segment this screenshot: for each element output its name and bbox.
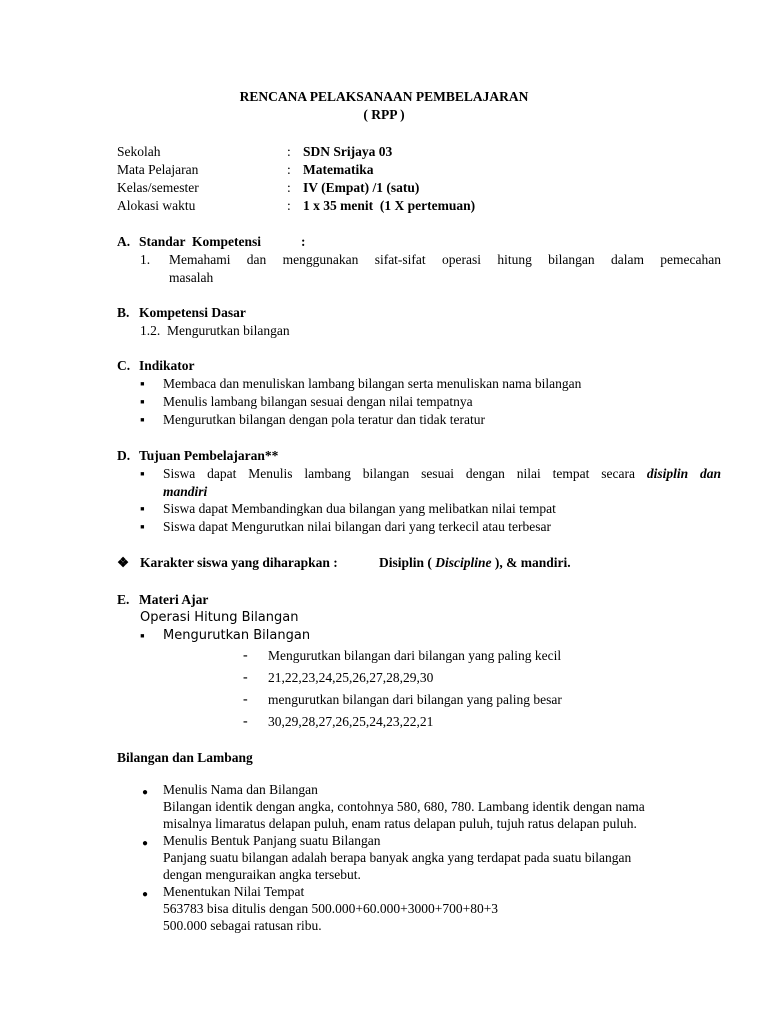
diamond-bullet-icon: ❖ [117,555,130,570]
dash-bullet-icon: - [243,648,248,663]
materi-line: mengurutkan bilangan dari bilangan yang paling besar [268,692,562,707]
section-c-heading [117,357,195,375]
square-bullet-icon: ▪ [140,501,145,516]
section-d-heading [117,447,278,465]
document-subtitle: ( RPP ) [363,107,405,122]
info-row-sekolah [117,143,475,161]
info-colon: : [287,162,291,177]
dot-bullet-icon: ● [142,787,149,798]
list-number: 1. [140,252,151,267]
standar-kompetensi-text-cont: masalah [169,270,214,285]
document-title: RENCANA PELAKSANAAN PEMBELAJARAN [239,89,529,104]
bilangan-item-line: Panjang suatu bilangan adalah berapa banyak angka yang terdapat pada suatu bilangan [163,850,632,865]
list-item: Menulis lambang bilangan sesuai dengan nilai tempatnya [163,394,473,409]
info-label: Alokasi waktu [117,198,196,213]
section-b-heading [117,304,246,322]
bilangan-item-head: Menentukan Nilai Tempat [163,884,305,899]
section-a-heading [117,233,261,251]
section-letter: A. [117,234,131,249]
section-title: Indikator [139,358,195,373]
bilangan-item-line: Bilangan identik dengan angka, contohnya 580, 680, 780. Lambang identik dengan nama [163,799,645,814]
list-item: Siswa dapat Membandingkan dua bilangan yang melibatkan nilai tempat [163,501,556,516]
dash-bullet-icon: - [243,714,248,729]
bilangan-item-line: dengan menguraikan angka tersebut. [163,867,361,882]
square-bullet-icon: ▪ [140,412,145,427]
square-bullet-icon: ▪ [140,466,145,481]
tujuan-emphasis: disiplin dan [646,466,722,481]
karakter-value-emphasis: Discipline [435,555,492,570]
info-label: Sekolah [117,144,161,159]
section-letter: C. [117,358,131,373]
section-title: Standar Kompetensi [139,234,262,249]
section-letter: D. [117,448,131,463]
section-a-colon: : [301,234,306,249]
square-bullet-icon: ▪ [140,394,145,409]
list-item: Membaca dan menuliskan lambang bilangan serta menuliskan nama bilangan [163,376,582,391]
bilangan-item-line: 500.000 sebagai ratusan ribu. [163,918,322,933]
materi-line: 21,22,23,24,25,26,27,28,29,30 [268,670,434,685]
karakter-value [379,554,571,572]
kompetensi-dasar-item: 1.2. Mengurutkan bilangan [140,323,290,338]
info-value: SDN Srijaya 03 [303,144,393,159]
karakter-value-pre: Disiplin ( [379,555,432,570]
info-row-mata-pelajaran [117,161,475,179]
dash-bullet-icon: - [243,670,248,685]
info-colon: : [287,144,291,159]
materi-subtitle: Operasi Hitung Bilangan [140,610,299,625]
section-title: Tujuan Pembelajaran** [139,448,279,463]
bilangan-item-head: Menulis Bentuk Panjang suatu Bilangan [163,833,381,848]
tujuan-emphasis-cont: mandiri [163,484,208,499]
list-item: Siswa dapat Mengurutkan nilai bilangan dari yang terkecil atau terbesar [163,519,551,534]
info-label: Mata Pelajaran [117,162,199,177]
list-item [163,465,721,483]
section-letter: E. [117,592,130,607]
info-value: Matematika [303,162,374,177]
list-item: Mengurutkan bilangan dengan pola teratur dan tidak teratur [163,412,486,427]
info-block [117,143,475,215]
square-bullet-icon: ▪ [140,628,145,643]
square-bullet-icon: ▪ [140,376,145,391]
dot-bullet-icon: ● [142,889,149,900]
info-value: 1 x 35 menit (1 X pertemuan) [303,198,476,213]
section-letter: B. [117,305,130,320]
bilangan-item-line: misalnya limaratus delapan puluh, enam ratus delapan puluh, tujuh ratus delapan puluh. [163,816,637,831]
info-row-kelas [117,179,475,197]
section-title: Kompetensi Dasar [139,305,246,320]
materi-line: 30,29,28,27,26,25,24,23,22,21 [268,714,434,729]
standar-kompetensi-text: Memahami dan menggunakan sifat-sifat operasi hitung bilangan dalam pemecahan [169,252,721,267]
tujuan-text: Siswa dapat Menulis lambang bilangan sesuai dengan nilai tempat secara [163,466,635,481]
info-row-alokasi [117,197,475,215]
section-title: Materi Ajar [139,592,209,607]
materi-item: Mengurutkan Bilangan [163,628,311,643]
karakter-value-post: ), & mandiri. [494,555,571,570]
dot-bullet-icon: ● [142,838,149,849]
bilangan-heading: Bilangan dan Lambang [117,750,253,765]
info-colon: : [287,198,291,213]
bilangan-item-head: Menulis Nama dan Bilangan [163,782,318,797]
dash-bullet-icon: - [243,692,248,707]
square-bullet-icon: ▪ [140,519,145,534]
info-value: IV (Empat) /1 (satu) [303,180,420,195]
info-colon: : [287,180,291,195]
section-e-heading [117,591,208,609]
karakter-label: Karakter siswa yang diharapkan : [140,555,338,570]
materi-line: Mengurutkan bilangan dari bilangan yang paling kecil [268,648,562,663]
info-label: Kelas/semester [117,180,199,195]
bilangan-item-line: 563783 bisa ditulis dengan 500.000+60.000+3000+700+80+3 [163,901,499,916]
